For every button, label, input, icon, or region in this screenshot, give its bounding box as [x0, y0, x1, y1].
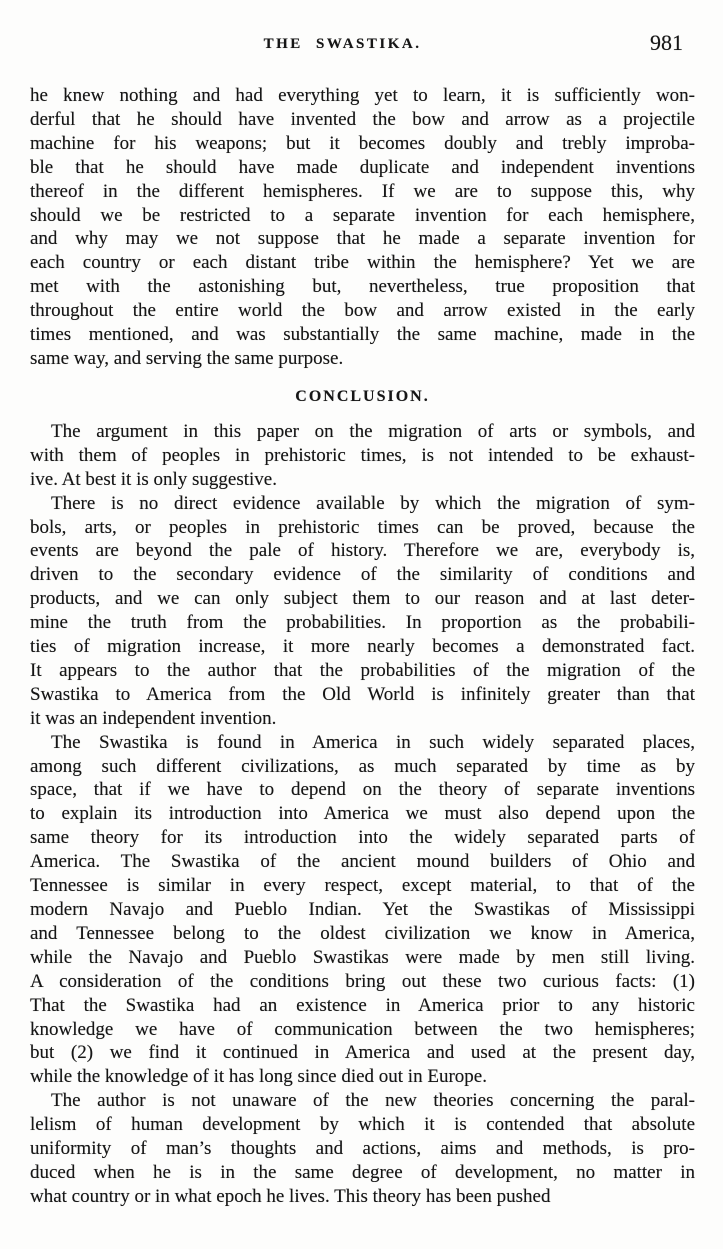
text-line: Swastika to America from the Old World is infinitely greater than that	[30, 683, 695, 705]
text-line: mine the truth from the probabilities. In proportion as the probabili-	[30, 612, 695, 634]
text-line: modern Navajo and Pueblo Indian. Yet the Swastikas of Mississippi	[30, 899, 695, 920]
text-line: The author is not unaware of the new theories concerning the paral-	[51, 1090, 695, 1112]
text-line: The Swastika is found in America in such widely separated places,	[51, 731, 695, 753]
text-line: machine for his weapons; but it becomes doubly and trebly improba-	[30, 132, 695, 154]
text-line: ties of migration increase, it more nearly becomes a demonstrated fact.	[30, 636, 695, 658]
text-line: ive. At best it is only suggestive.	[30, 468, 277, 490]
text-line: same way, and serving the same purpose.	[30, 347, 344, 369]
text-line: he knew nothing and had everything yet to learn, it is sufficiently won-	[30, 85, 695, 106]
paragraph	[30, 1089, 695, 1209]
text-line: bols, arts, or peoples in prehistoric times can be proved, because the	[30, 516, 695, 538]
text-line: knowledge we have of communication between the two hemispheres;	[30, 1018, 695, 1040]
paragraph	[30, 731, 695, 1090]
text-line: products, and we can only subject them to our reason and at last deter-	[30, 588, 695, 610]
text-line: same theory for its introduction into the widely separated parts of	[30, 827, 695, 849]
text-line: met with the astonishing but, nevertheless, true proposition that	[30, 276, 695, 298]
text-line: with them of peoples in prehistoric times, is not intended to be exhaust-	[30, 444, 695, 466]
text-line: and why may we not suppose that he made a separate invention for	[30, 228, 695, 250]
text-line: should we be restricted to a separate invention for each hemisphere,	[30, 204, 695, 226]
text-line: It appears to the author that the probabilities of the migration of the	[30, 659, 695, 681]
text-line: it was an independent invention.	[30, 707, 277, 729]
text-line: Tennessee is similar in every respect, except material, to that of the	[30, 875, 695, 897]
text-line: uniformity of man’s thoughts and actions, aims and methods, is pro-	[30, 1138, 695, 1160]
text-line: ble that he should have made duplicate and independent inventions	[30, 156, 695, 178]
text-line: and Tennessee belong to the oldest civilization we know in America,	[30, 922, 695, 944]
text-line: while the knowledge of it has long since died out in Europe.	[30, 1066, 487, 1088]
text-line: duced when he is in the same degree of development, no matter in	[30, 1161, 695, 1183]
paragraph	[30, 84, 695, 371]
section-heading: CONCLUSION.	[295, 387, 430, 405]
text-line: space, that if we have to depend on the theory of separate inventions	[30, 779, 695, 801]
text-line: That the Swastika had an existence in America prior to any historic	[30, 994, 695, 1016]
text-line: events are beyond the pale of history. Therefore we are, everybody is,	[30, 540, 695, 562]
text-line: derful that he should have invented the bow and arrow as a projectile	[30, 108, 695, 130]
text-line: There is no direct evidence available by which the migration of sym-	[51, 492, 695, 514]
text-line: A consideration of the conditions bring out these two curious facts: (1)	[30, 970, 695, 992]
text-line: times mentioned, and was substantially the same machine, made in the	[30, 324, 695, 346]
paragraph	[30, 492, 695, 731]
text-line: The argument in this paper on the migration of arts or symbols, and	[51, 420, 695, 442]
text-line: each country or each distant tribe within the hemisphere? Yet we are	[30, 252, 695, 274]
page-body	[30, 84, 695, 1209]
text-line: while the Navajo and Pueblo Swastikas were made by men still living.	[30, 946, 695, 968]
text-line: what country or in what epoch he lives. This theory has been pushed	[30, 1185, 551, 1207]
page-header	[30, 30, 695, 56]
text-line: America. The Swastika of the ancient mound builders of Ohio and	[30, 851, 695, 873]
text-line: to explain its introduction into America we must also depend upon the	[30, 803, 695, 825]
running-title: THE SWASTIKA.	[263, 36, 422, 52]
text-line: lelism of human development by which it is contended that absolute	[30, 1114, 695, 1136]
text-line: but (2) we find it continued in America and used at the present day,	[30, 1042, 695, 1064]
page-number: 981	[650, 30, 683, 55]
paragraph	[30, 420, 695, 492]
text-line: among such different civilizations, as much separated by time as by	[30, 755, 695, 777]
text-line: thereof in the different hemispheres. If we are to suppose this, why	[30, 180, 695, 202]
text-line: throughout the entire world the bow and arrow existed in the early	[30, 300, 695, 322]
text-line: driven to the secondary evidence of the similarity of conditions and	[30, 564, 695, 586]
